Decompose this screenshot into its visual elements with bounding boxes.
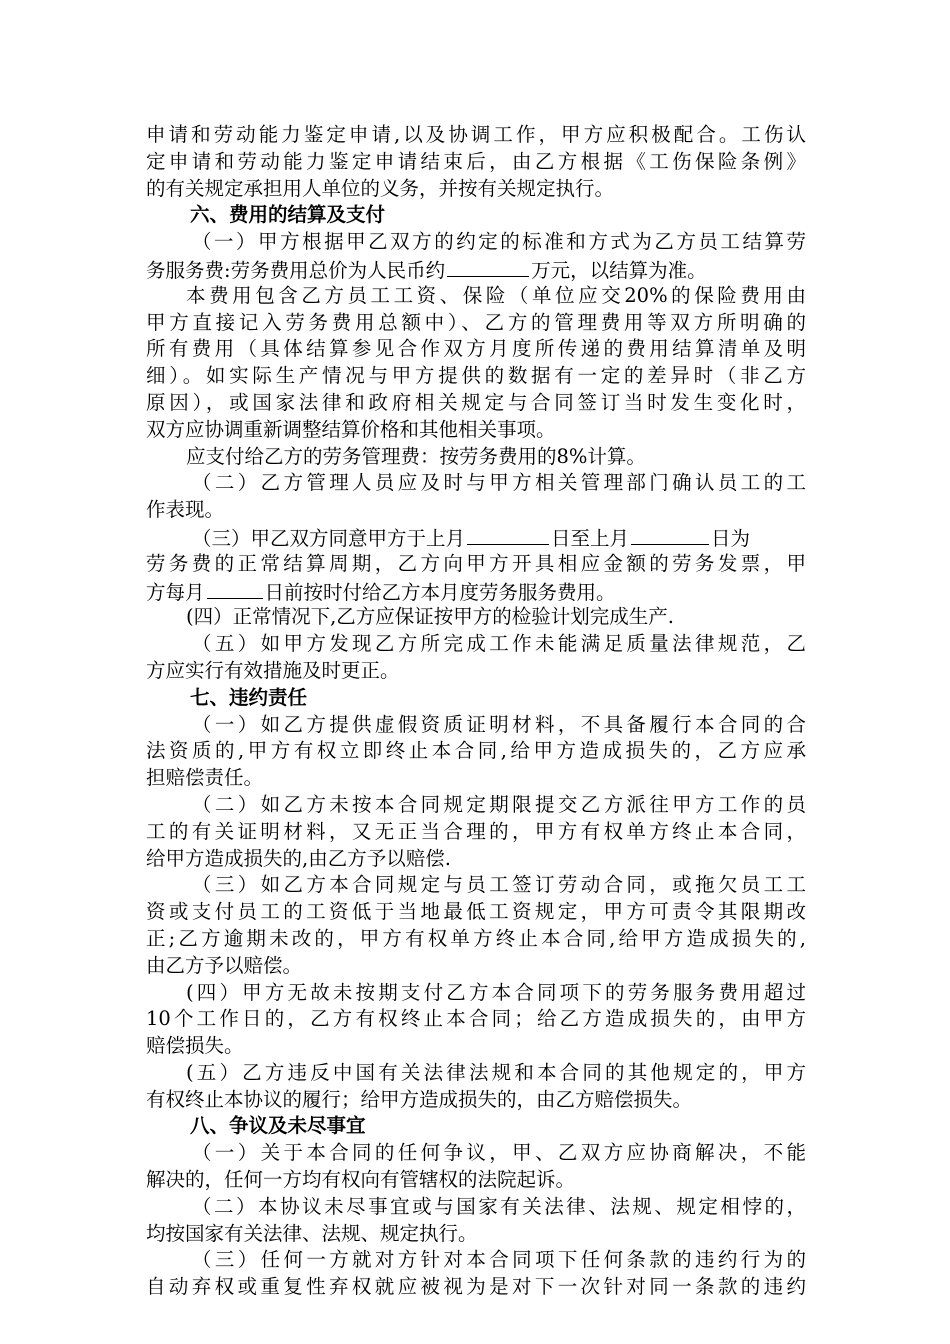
text-line: 解决的，任何一方均有权向有管辖权的法院起诉。 (146, 1168, 576, 1192)
text-line: 担赔偿责任。 (146, 766, 264, 790)
text-line: 作表现。 (146, 498, 225, 522)
fill-in-blank[interactable] (447, 256, 529, 277)
section-heading-7: 七、违约责任 (190, 685, 308, 709)
text-line: (四）甲方无故未按期支付乙方本合同项下的劳务服务费用超过 (186, 980, 806, 1004)
text-line: 定申请和劳动能力鉴定申请结束后，由乙方根据《工伤保险条例》 (146, 149, 806, 173)
text-line: 法资质的,甲方有权立即终止本合同,给甲方造成损失的，乙方应承 (146, 739, 806, 763)
fill-in-blank[interactable] (631, 524, 709, 545)
text-segment: 方每月 (146, 580, 205, 604)
text-line: 双方应协调重新调整结算价格和其他相关事项。 (146, 417, 556, 441)
fill-in-blank[interactable] (207, 578, 263, 599)
text-line: （二）乙方管理人员应及时与甲方相关管理部门确认员工的工 (192, 471, 806, 495)
text-line: 的有关规定承担用人单位的义务，并按有关规定执行。 (146, 176, 615, 200)
text-segment: 务服务费:劳务费用总价为人民币约 (146, 258, 446, 282)
text-segment: （三）甲乙双方同意甲方于上月 (192, 526, 466, 550)
section-heading-8: 八、争议及未尽事宜 (190, 1114, 366, 1138)
section-heading-6: 六、费用的结算及支付 (190, 203, 386, 227)
text-line: 赔偿损失。 (146, 1034, 244, 1058)
text-line: 所有费用（具体结算参见合作双方月度所传递的费用结算清单及明 (146, 337, 806, 361)
text-line: （一）甲方根据甲乙双方的约定的标准和方式为乙方员工结算劳 (192, 230, 806, 254)
text-line: （三）如乙方本合同规定与员工签订劳动合同，或拖欠员工工 (192, 873, 806, 897)
text-line: 原因），或国家法律和政府相关规定与合同签订当时发生变化时， (146, 390, 806, 414)
text-line: 正;乙方逾期未改的，甲方有权单方终止本合同,给甲方造成损失的, (146, 926, 806, 950)
text-line: （二）如乙方未按本合同规定期限提交乙方派往甲方工作的员 (192, 792, 806, 816)
text-line: 有权终止本协议的履行；给甲方造成损失的，由乙方赔偿损失。 (146, 1087, 693, 1111)
document-page (146, 122, 806, 1301)
text-line: (五）乙方违反中国有关法律法规和本合同的其他规定的，甲方 (186, 1060, 806, 1084)
text-line: 细）。如实际生产情况与甲方提供的数据有一定的差异时（非乙方 (146, 364, 806, 388)
text-line: （二）本协议未尽事宜或与国家有关法律、法规、规定相悖的， (192, 1194, 806, 1218)
text-line (146, 578, 806, 605)
text-line: 应支付给乙方的劳务管理费：按劳务费用的8%计算。 (186, 444, 646, 468)
fill-in-blank[interactable] (467, 524, 549, 545)
text-line: 均按国家有关法律、法规、规定执行。 (146, 1221, 478, 1245)
text-line: 给甲方造成损失的,由乙方予以赔偿. (146, 846, 451, 870)
text-line: 自动弃权或重复性弃权就应被视为是对下一次针对同一条款的违约 (146, 1275, 806, 1299)
text-line: 劳务费的正常结算周期，乙方向甲方开具相应金额的劳务发票，甲 (146, 551, 806, 575)
text-line (146, 256, 806, 283)
text-line: （三）任何一方就对方针对本合同项下任何条款的违约行为的 (192, 1248, 806, 1272)
text-line: 甲方直接记入劳务费用总额中）、乙方的管理费用等双方所明确的 (146, 310, 806, 334)
text-line (146, 524, 806, 551)
text-segment: 万元，以结算为准。 (531, 258, 707, 282)
text-segment: 日前按时付给乙方本月度劳务服务费用。 (264, 580, 616, 604)
text-line: （一）关于本合同的任何争议，甲、乙双方应协商解决，不能 (192, 1141, 806, 1165)
text-line: （一）如乙方提供虚假资质证明材料，不具备履行本合同的合 (192, 712, 806, 736)
text-line: 资或支付员工的工资低于当地最低工资规定，甲方可责令其限期改 (146, 900, 806, 924)
text-segment: 日至上月 (551, 526, 630, 550)
text-line: 工的有关证明材料，又无正当合理的，甲方有权单方终止本合同， (146, 819, 806, 843)
text-line: 方应实行有效措施及时更正。 (146, 658, 400, 682)
text-line: 本费用包含乙方员工工资、保险（单位应交20%的保险费用由 (186, 283, 806, 307)
text-line: 由乙方予以赔偿。 (146, 953, 303, 977)
text-line: （五）如甲方发现乙方所完成工作未能满足质量法律规范，乙 (192, 632, 806, 656)
text-line: 申请和劳动能力鉴定申请,以及协调工作，甲方应积极配合。工伤认 (146, 123, 806, 146)
text-line: (四）正常情况下,乙方应保证按甲方的检验计划完成生产. (186, 605, 675, 629)
text-line: 10个工作日的，乙方有权终止本合同；给乙方造成损失的，由甲方 (146, 1007, 806, 1031)
text-segment: 日为 (711, 526, 751, 550)
